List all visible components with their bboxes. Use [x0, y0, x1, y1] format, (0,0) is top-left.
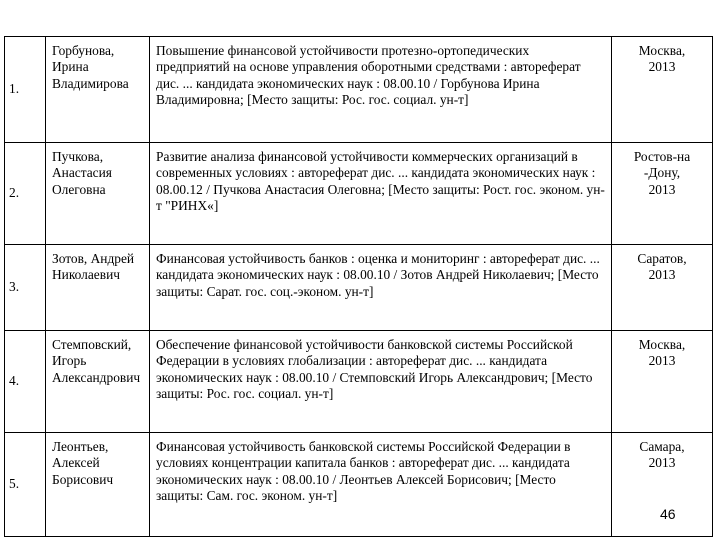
thesis-title: Финансовая устойчивость банковской системы Российской Федерации в условиях концентрации капитала банков : автореферат дис. ... кандидата экономических наук : 08.00.10 / Леонтьев Алексей Борисович; [Место защиты: Сам. гос. эконом. ун-т]: [150, 433, 612, 537]
thesis-title: Развитие анализа финансовой устойчивости коммерческих организаций в современных условиях : автореферат дис. ... кандидата экономических наук : 08.00.12 / Пучкова Анастасия Олеговна; [Место защиты: Рост. гос. эконом. ун-т "РИНХ«]: [150, 143, 612, 245]
thesis-title: Обеспечение финансовой устойчивости банковской системы Российской Федерации в условиях глобализации : автореферат дис. ... кандидата экономических наук : 08.00.10 / Стемповский Игорь Александрович; [Место защиты: Рос. гос. социал. ун-т]: [150, 331, 612, 433]
table-row: [5, 331, 713, 433]
table-row: [5, 433, 713, 537]
defense-city: Ростов-на -Дону,: [633, 149, 691, 181]
row-number: 2.: [5, 143, 46, 245]
thesis-title: Финансовая устойчивость банков : оценка и мониторинг : автореферат дис. ... кандидата экономических наук : 08.00.10 / Зотов Андрей Николаевич; [Место защиты: Сарат. гос. соц.-эконом. ун-т]: [150, 245, 612, 331]
author-name: Стемповский, Игорь Александрович: [46, 331, 150, 433]
table-row: [5, 245, 713, 331]
place-year: [612, 143, 713, 245]
thesis-title: Повышение финансовой устойчивости протезно-ортопедических предприятий на основе управления оборотными средствами : автореферат дис. ... кандидата экономических наук : 08.00.10 / Горбунова Ирина Владимировна; [Место защиты: Рос. гос. социал. ун-т]: [150, 37, 612, 143]
row-number: 1.: [5, 37, 46, 143]
author-name: Леонтьев, Алексей Борисович: [46, 433, 150, 537]
defense-year: 2013: [648, 455, 676, 471]
bibliography-table: [4, 36, 713, 537]
defense-year: 2013: [648, 181, 676, 197]
row-number: 3.: [5, 245, 46, 331]
place-year: [612, 245, 713, 331]
row-number: 5.: [5, 433, 46, 537]
row-number: 4.: [5, 331, 46, 433]
defense-city: Саратов,: [637, 251, 687, 266]
place-year: [612, 331, 713, 433]
place-year: [612, 37, 713, 143]
defense-city: Москва,: [638, 337, 686, 352]
defense-year: 2013: [648, 267, 676, 283]
author-name: Пучкова, Анастасия Олеговна: [46, 143, 150, 245]
author-name: Горбунова, Ирина Владимирова: [46, 37, 150, 143]
defense-year: 2013: [648, 59, 676, 75]
defense-year: 2013: [648, 353, 676, 369]
defense-city: Москва,: [638, 43, 686, 58]
author-name: Зотов, Андрей Николаевич: [46, 245, 150, 331]
table-row: [5, 143, 713, 245]
defense-city: Самара,: [639, 439, 685, 454]
page-number: 46: [660, 506, 676, 522]
table-row: [5, 37, 713, 143]
